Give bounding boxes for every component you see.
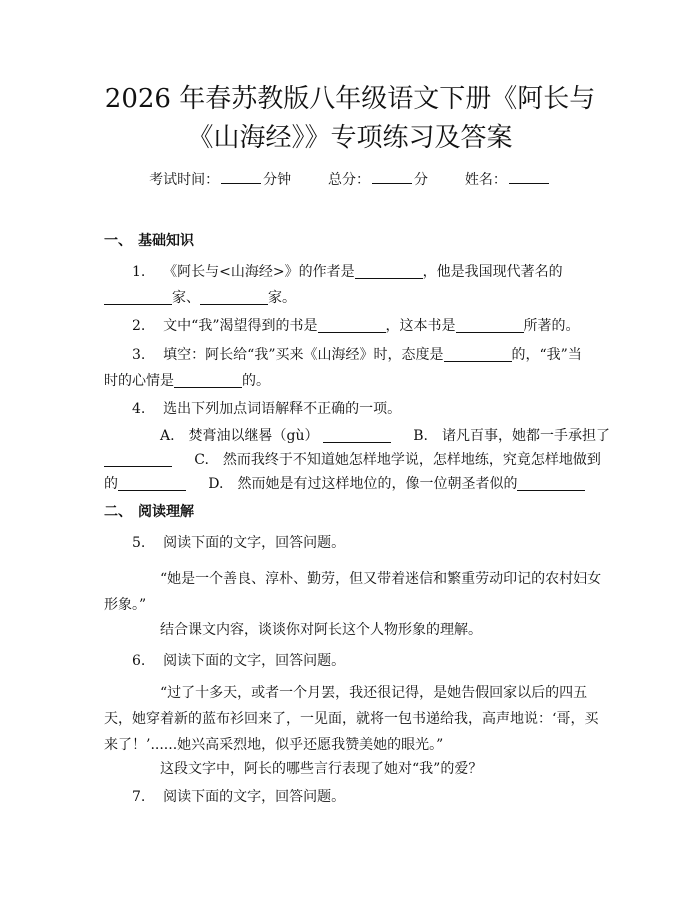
q2-text-b: ，这本书是: [385, 318, 456, 334]
q1-text-d: 家。: [268, 290, 296, 306]
question-5-passage: [104, 566, 602, 618]
answer-blank: [174, 369, 242, 388]
option-c-end: 的: [104, 476, 118, 492]
q6-stem: 阅读下面的文字，回答问题。: [163, 653, 346, 669]
question-prompt: 这段文字中，阿长的哪些言行表现了她对“我”的爱？: [160, 761, 483, 777]
question-number: 4.: [132, 401, 146, 417]
passage-line: “她是一个善良、淳朴、勤劳，但又带着迷信和繁重劳动印记的农村妇女: [160, 571, 602, 587]
q2-text-c: 所著的。: [523, 318, 580, 334]
question-3: [104, 342, 590, 394]
answer-blank: [318, 314, 386, 333]
q1-text-a: 《阿长与<山海经>》的作者是: [163, 264, 355, 280]
question-number: 7.: [132, 789, 146, 805]
answer-blank: [200, 286, 268, 305]
section-title: 阅读理解: [138, 504, 194, 520]
question-2: [104, 313, 590, 339]
passage-line: “过了十多天，或者一个月罢，我还很记得，是她告假回家以后的四五: [160, 685, 588, 701]
score-unit: 分: [414, 172, 428, 188]
option-d: D. 然而她是有过这样地位的，像一位朝圣者似的: [208, 476, 518, 492]
question-6-passage: [104, 680, 599, 758]
answer-blank: [323, 424, 391, 443]
name-label: 姓名：: [464, 172, 507, 188]
option-b: B. 诸凡百事，她都一手承担了: [413, 428, 611, 444]
section-heading-reading: [104, 503, 194, 521]
q1-text-b: ，他是我国现代著名的: [422, 264, 563, 280]
answer-blank: [456, 314, 524, 333]
q3-text-d: 的。: [242, 373, 270, 389]
question-1: [104, 259, 590, 311]
score-label: 总分：: [328, 172, 370, 188]
exam-meta: [0, 169, 700, 189]
time-label: 考试时间：: [149, 172, 220, 188]
answer-blank: [104, 448, 172, 467]
doc-title-line2: 《山海经》》专项练习及答案: [187, 123, 513, 153]
section-number: 二、: [104, 504, 132, 520]
section-number: 一、: [104, 233, 132, 249]
passage-line: 形象。”: [104, 597, 147, 613]
q3-text-b: 的，“我”当: [511, 347, 582, 363]
q2-text-a: 文中“我”渴望得到的书是: [163, 318, 318, 334]
question-7: [104, 784, 590, 810]
doc-title-line1: 2026 年春苏教版八年级语文下册《阿长与: [104, 84, 596, 114]
question-number: 6.: [132, 653, 146, 669]
passage-line: 来了！’......她兴高采烈地，似乎还愿我赞美她的眼光。”: [104, 737, 444, 753]
q5-stem: 阅读下面的文字，回答问题。: [163, 535, 346, 551]
answer-blank: [104, 286, 172, 305]
q7-stem: 阅读下面的文字，回答问题。: [163, 789, 346, 805]
answer-blank: [517, 472, 585, 491]
question-number: 1.: [132, 264, 146, 280]
question-5-ask: [104, 617, 590, 643]
time-blank: [221, 169, 261, 184]
answer-blank: [355, 260, 423, 279]
q3-text-c: 时的心情是: [104, 373, 174, 389]
question-6: [104, 648, 590, 674]
question-4-options: [104, 424, 611, 496]
q3-text-a: 填空：阿长给“我”买来《山海经》时，态度是: [163, 347, 444, 363]
option-c: C. 然而我终于不知道她怎样地学说，怎样地练，究竟怎样地做到: [194, 452, 601, 468]
time-unit: 分钟: [263, 172, 292, 188]
question-5: [104, 530, 590, 556]
question-4: [104, 396, 590, 422]
answer-blank: [444, 343, 512, 362]
passage-line: 天，她穿着新的蓝布衫回来了，一见面，就将一包书递给我，高声地说：‘哥，买: [104, 711, 599, 727]
q4-stem: 选出下列加点词语解释不正确的一项。: [163, 401, 402, 417]
question-number: 3.: [132, 347, 146, 363]
question-prompt: 结合课文内容，谈谈你对阿长这个人物形象的理解。: [160, 622, 482, 638]
q1-text-c: 家、: [172, 290, 200, 306]
question-6-ask: [104, 756, 590, 782]
question-number: 5.: [132, 535, 146, 551]
section-title: 基础知识: [138, 233, 194, 249]
name-blank: [509, 169, 549, 184]
option-a: A. 焚膏油以继晷（gù）: [160, 428, 319, 444]
question-number: 2.: [132, 318, 146, 334]
answer-blank: [118, 472, 186, 491]
section-heading-basic: [104, 232, 194, 250]
score-blank: [372, 169, 412, 184]
